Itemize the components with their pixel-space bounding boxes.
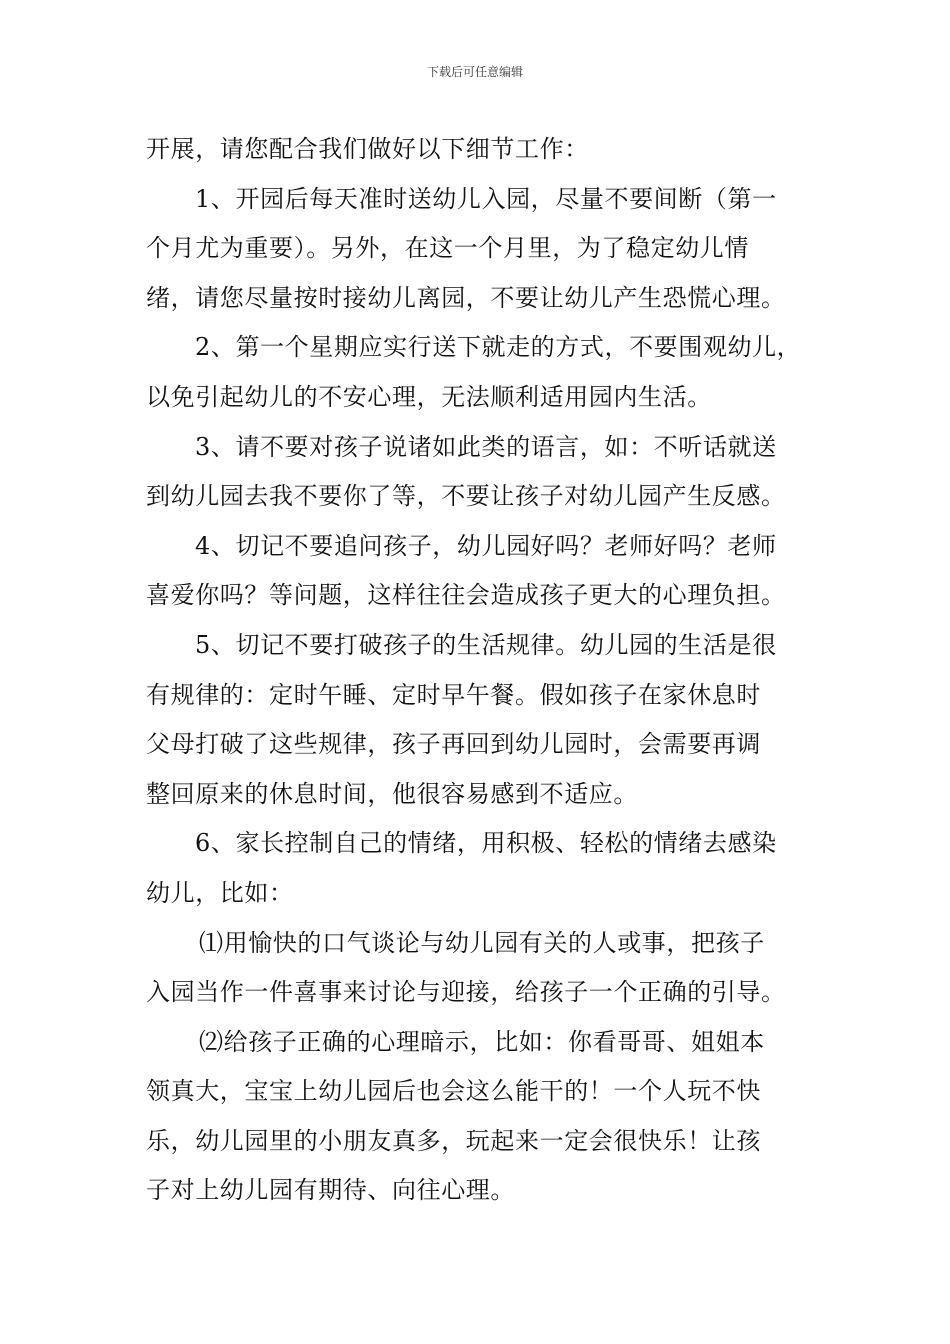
list-item-2-line: 2、第一个星期应实行送下就走的方式，不要围观幼儿， xyxy=(195,333,802,362)
text-line: 到幼儿园去我不要你了等，不要让孩子对幼儿园产生反感。 xyxy=(146,482,786,511)
list-item-1-line: 1、开园后每天准时送幼儿入园，尽量不要间断（第一 xyxy=(195,184,777,213)
text-line: 有规律的：定时午睡、定时早午餐。假如孩子在家休息时 xyxy=(146,680,761,709)
text-line: 领真大，宝宝上幼儿园后也会这么能干的！一个人玩不快 xyxy=(146,1077,761,1106)
document-body xyxy=(146,125,814,1216)
text-line: 子对上幼儿园有期待、向往心理。 xyxy=(146,1176,515,1205)
list-item-5-line: 5、切记不要打破孩子的生活规律。幼儿园的生活是很 xyxy=(195,630,777,659)
list-item-4-line: 4、切记不要追问孩子，幼儿园好吗？老师好吗？老师 xyxy=(195,531,777,560)
page-header: 下载后可任意编辑 xyxy=(426,65,523,79)
sub-item-2-line: ⑵给孩子正确的心理暗示，比如：你看哥哥、姐姐本 xyxy=(199,1027,765,1056)
list-item-3-line: 3、请不要对孩子说诸如此类的语言，如：不听话就送 xyxy=(195,432,777,461)
text-line: 整回原来的休息时间，他很容易感到不适应。 xyxy=(146,779,638,808)
text-line: 个月尤为重要）。另外，在这一个月里，为了稳定幼儿情 xyxy=(146,234,749,263)
text-line: 喜爱你吗？等问题，这样往往会造成孩子更大的心理负担。 xyxy=(146,581,786,610)
list-item-6-line: 6、家长控制自己的情绪，用积极、轻松的情绪去感染 xyxy=(195,829,777,858)
text-line: 幼儿，比如： xyxy=(146,878,294,907)
text-line: 乐，幼儿园里的小朋友真多，玩起来一定会很快乐！让孩 xyxy=(146,1126,761,1155)
text-line: 父母打破了这些规律，孩子再回到幼儿园时，会需要再调 xyxy=(146,730,761,759)
text-line: 以免引起幼儿的不安心理，无法顺利适用园内生活。 xyxy=(146,382,712,411)
text-line: 入园当作一件喜事来讨论与迎接，给孩子一个正确的引导。 xyxy=(146,978,786,1007)
sub-item-1-line: ⑴用愉快的口气谈论与幼儿园有关的人或事，把孩子 xyxy=(199,928,765,957)
text-line: 绪，请您尽量按时接幼儿离园，不要让幼儿产生恐慌心理。 xyxy=(146,283,786,312)
text-line: 开展，请您配合我们做好以下细节工作： xyxy=(146,135,589,163)
